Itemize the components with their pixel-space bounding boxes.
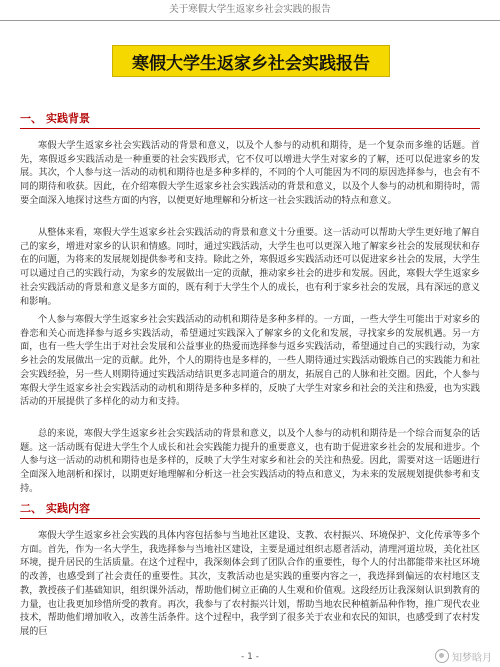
page-number: - 1 - <box>241 652 259 662</box>
section-heading-background <box>20 112 480 126</box>
section-title: 实践背景 <box>46 112 90 125</box>
paragraph: 总的来说，寒假大学生返家乡社会实践活动的背景和意义，以及个人参与的动机和期待是一个综合而复杂的话题。这一活动既有促进大学生个人成长和社会实践能力提升的重要意义，也有助于促进家乡社会的发展和进步。个人参与这一活动的动机和期待也是多样的，反映了大学生对家乡和社会的关注和热爱。因此，需要对这一话题进行全面深入地剖析和探讨，以期更好地理解和分析这一社会实践活动的特点和意义，为未来的发展规划提供参考和支持。 <box>20 428 480 494</box>
document-title: 寒假大学生返家乡社会实践报告 <box>112 45 390 77</box>
section-title: 实践内容 <box>46 502 90 515</box>
section-number: 二、 <box>20 502 42 515</box>
section-divider <box>20 518 480 519</box>
section-number: 一、 <box>20 112 42 125</box>
watermark <box>435 648 492 664</box>
paragraph: 个人参与寒假大学生返家乡社会实践活动的动机和期待是多种多样的。一方面，一些大学生可能出于对家乡的眷恋和关心而选择参与返乡实践活动，希望通过实践深入了解家乡的文化和发展，寻找家乡的发展机遇。另一方面，也有一些大学生出于对社会发展和公益事业的热爱而选择参与返乡实践活动，希望通过自己的实践行动，为家乡社会的发展做出一定的贡献。此外，个人的期待也是多样的，一些人期待通过实践活动锻炼自己的实践能力和社会实践经验，另一些人则期待通过实践活动结识更多志同道合的朋友，拓展自己的人脉和社交圈。因此，个人参与寒假大学生返家乡社会实践活动的动机和期待是多种多样的，反映了大学生对家乡和社会的关注和热爱，也为实践活动的开展提供了多样化的动力和支持。 <box>20 314 480 408</box>
paragraph: 从整体来看，寒假大学生返家乡社会实践活动的背景和意义十分重要。这一活动可以帮助大学生更好地了解自己的家乡，增进对家乡的认识和情感。同时，通过实践活动，大学生也可以更深入地了解家乡社会的发展现状和存在的问题，为将来的发展规划提供参考和支持。除此之外，寒假返乡实践活动还可以促进家乡社会的发展，大学生可以通过自己的实践行动，为家乡的发展做出一定的贡献，推动家乡社会的进步和发展。因此，寒假大学生返家乡社会实践活动的背景和意义是多方面的，既有利于大学生个人的成长，也有利于家乡社会的发展，具有深远的意义和影响。 <box>20 227 480 307</box>
running-header: 关于寒假大学生返家乡社会实践的报告 <box>0 0 500 21</box>
section-heading-content <box>20 502 480 516</box>
section-divider <box>20 128 480 129</box>
watermark-text: 知梦晗月 <box>452 652 492 664</box>
watermark-logo-icon <box>435 649 449 663</box>
paragraph: 寒假大学生返家乡社会实践的具体内容包括参与当地社区建设、支教、农村振兴、环境保护、文化传承等多个方面。首先，作为一名大学生，我选择参与当地社区建设，主要是通过组织志愿者活动，清理河道垃圾，美化社区环境，提升居民的生活质量。在这个过程中，我深刻体会到了团队合作的重要性，每个人的付出都能带来社区环境的改善，也感受到了社会责任的重要性。其次，支教活动也是实践的重要内容之一，我选择到偏远的农村地区支教，教授孩子们基础知识，组织课外活动，帮助他们树立正确的人生观和价值观。这段经历让我深刻认识到教育的力量，也让我更加珍惜所受的教育。再次，我参与了农村振兴计划，帮助当地农民种植新品种作物，推广现代农业技术，帮助他们增加收入，改善生活条件。这个过程中，我学到了很多关于农业和农民的知识，也感受到了农村发展的巨 <box>20 530 480 637</box>
paragraph: 寒假大学生返家乡社会实践活动的背景和意义，以及个人参与的动机和期待，是一个复杂而多维的话题。首先，寒假返乡实践活动是一种重要的社会实践形式，它不仅可以增进大学生对家乡的了解，还可以促进家乡的发展。其次，个人参与这一活动的动机和期待也是多种多样的，不同的个人可能因为不同的原因选择参与，也会有不同的期待和收获。因此，在介绍寒假大学生返家乡社会实践活动的背景和意义，以及个人参与的动机和期待时，需要全面深入地探讨这些方面的内容，以便更好地理解和分析这一社会实践活动的特点和意义。 <box>20 140 480 206</box>
